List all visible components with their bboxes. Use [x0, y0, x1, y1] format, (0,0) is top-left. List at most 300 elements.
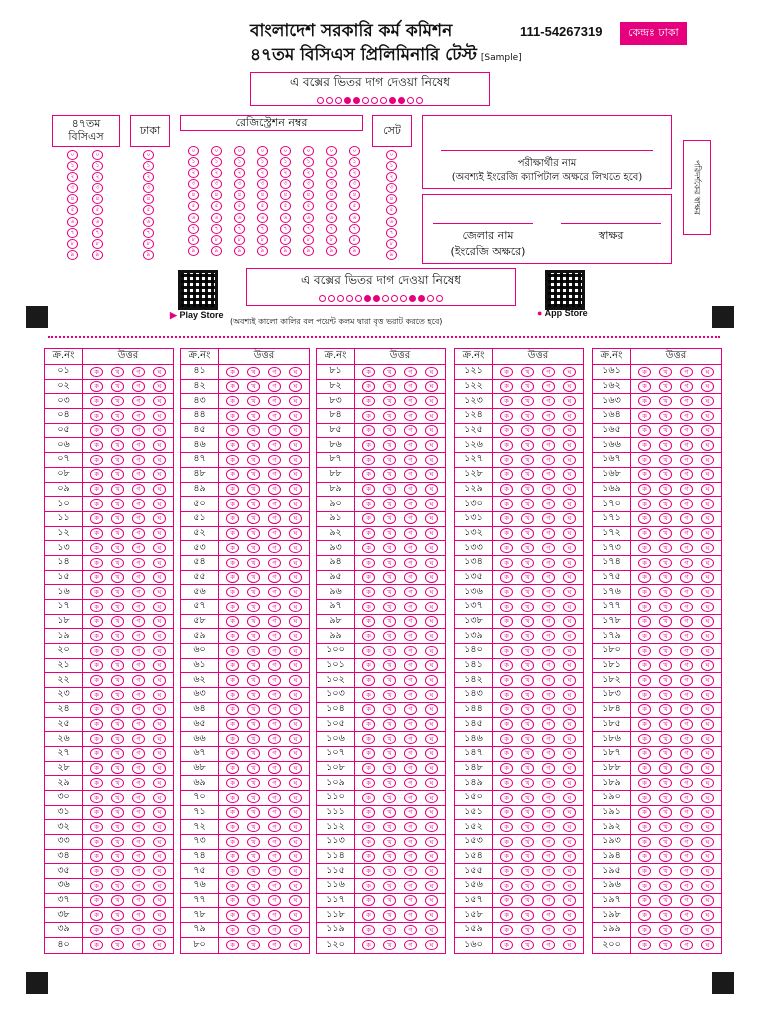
option-bubble[interactable]: খ — [111, 381, 124, 392]
option-bubble[interactable]: খ — [659, 528, 672, 539]
option-bubble[interactable]: ঘ — [563, 484, 576, 495]
option-bubble[interactable]: গ — [404, 381, 417, 392]
id-digit-bubble[interactable]: ৯ — [257, 246, 268, 256]
option-bubble[interactable]: ঘ — [289, 763, 302, 774]
id-digit-bubble[interactable]: ৭ — [67, 228, 78, 238]
option-bubble[interactable]: খ — [111, 455, 124, 466]
option-bubble[interactable]: ঘ — [153, 513, 166, 524]
option-bubble[interactable]: ঘ — [425, 381, 438, 392]
option-bubble[interactable]: ক — [638, 440, 651, 451]
option-bubble[interactable]: গ — [680, 734, 693, 745]
option-bubble[interactable]: গ — [680, 763, 693, 774]
option-bubble[interactable]: খ — [521, 748, 534, 759]
option-bubble[interactable]: ক — [90, 558, 103, 569]
option-bubble[interactable]: ক — [500, 866, 513, 877]
option-bubble[interactable]: ক — [500, 895, 513, 906]
option-bubble[interactable]: ঘ — [701, 528, 714, 539]
id-digit-column[interactable] — [143, 150, 154, 261]
option-bubble[interactable]: খ — [247, 411, 260, 422]
option-bubble[interactable]: গ — [268, 572, 281, 583]
option-bubble[interactable]: খ — [111, 367, 124, 378]
option-bubble[interactable]: খ — [111, 675, 124, 686]
option-bubble[interactable]: ঘ — [153, 822, 166, 833]
option-bubble[interactable]: গ — [542, 528, 555, 539]
id-digit-bubble[interactable]: ১ — [234, 157, 245, 167]
option-bubble[interactable]: ঘ — [701, 572, 714, 583]
option-bubble[interactable]: ঘ — [425, 866, 438, 877]
option-bubble[interactable]: ক — [638, 543, 651, 554]
option-bubble[interactable]: ঘ — [425, 690, 438, 701]
option-bubble[interactable]: ঘ — [289, 367, 302, 378]
option-bubble[interactable]: ক — [638, 763, 651, 774]
option-bubble[interactable]: ক — [500, 558, 513, 569]
id-digit-bubble[interactable]: ১ — [67, 161, 78, 171]
id-digit-bubble[interactable]: ২ — [280, 168, 291, 178]
option-bubble[interactable]: গ — [404, 851, 417, 862]
option-bubble[interactable]: গ — [132, 513, 145, 524]
id-digit-bubble[interactable]: ২ — [143, 172, 154, 182]
id-digit-column[interactable] — [67, 150, 78, 261]
option-bubble[interactable]: খ — [383, 440, 396, 451]
option-bubble[interactable]: খ — [111, 484, 124, 495]
id-digit-bubble[interactable]: ৩ — [67, 183, 78, 193]
district-signature-box[interactable] — [422, 194, 672, 264]
option-bubble[interactable]: ক — [500, 367, 513, 378]
option-bubble[interactable]: গ — [132, 602, 145, 613]
option-bubble[interactable]: ঘ — [425, 572, 438, 583]
option-bubble[interactable]: গ — [404, 866, 417, 877]
option-bubble[interactable]: গ — [404, 748, 417, 759]
option-bubble[interactable]: খ — [521, 881, 534, 892]
option-bubble[interactable]: ঘ — [563, 646, 576, 657]
option-bubble[interactable]: খ — [659, 763, 672, 774]
option-bubble[interactable]: ঘ — [425, 646, 438, 657]
option-bubble[interactable]: ক — [90, 660, 103, 671]
option-bubble[interactable]: ক — [226, 499, 239, 510]
option-bubble[interactable]: গ — [268, 910, 281, 921]
option-bubble[interactable]: ক — [500, 455, 513, 466]
option-bubble[interactable]: ঘ — [425, 528, 438, 539]
option-bubble[interactable]: ঘ — [701, 851, 714, 862]
option-bubble[interactable]: ক — [362, 719, 375, 730]
option-bubble[interactable]: ক — [638, 616, 651, 627]
option-bubble[interactable]: গ — [542, 837, 555, 848]
option-bubble[interactable]: ঘ — [153, 381, 166, 392]
option-bubble[interactable]: খ — [247, 822, 260, 833]
option-bubble[interactable]: গ — [680, 646, 693, 657]
option-bubble[interactable]: ক — [638, 381, 651, 392]
option-bubble[interactable]: ঘ — [289, 499, 302, 510]
option-bubble[interactable]: ঘ — [563, 513, 576, 524]
id-digit-bubble[interactable]: ৯ — [326, 246, 337, 256]
option-bubble[interactable]: ক — [90, 778, 103, 789]
id-digit-column[interactable] — [280, 146, 291, 257]
option-bubble[interactable]: গ — [404, 631, 417, 642]
option-bubble[interactable]: খ — [383, 778, 396, 789]
option-bubble[interactable]: গ — [268, 440, 281, 451]
option-bubble[interactable]: ক — [362, 499, 375, 510]
option-bubble[interactable]: ক — [500, 690, 513, 701]
option-bubble[interactable]: ক — [362, 455, 375, 466]
option-bubble[interactable]: ক — [226, 763, 239, 774]
option-bubble[interactable]: গ — [542, 572, 555, 583]
option-bubble[interactable]: ঘ — [701, 587, 714, 598]
option-bubble[interactable]: ক — [226, 631, 239, 642]
option-bubble[interactable]: ক — [90, 616, 103, 627]
option-bubble[interactable]: ক — [362, 543, 375, 554]
option-bubble[interactable]: ঘ — [563, 528, 576, 539]
option-bubble[interactable]: ঘ — [153, 602, 166, 613]
option-bubble[interactable]: ক — [90, 719, 103, 730]
option-bubble[interactable]: ঘ — [563, 675, 576, 686]
option-bubble[interactable]: ঘ — [153, 411, 166, 422]
option-bubble[interactable]: খ — [111, 719, 124, 730]
option-bubble[interactable]: ক — [226, 528, 239, 539]
option-bubble[interactable]: গ — [132, 484, 145, 495]
option-bubble[interactable]: ঘ — [563, 631, 576, 642]
option-bubble[interactable]: খ — [521, 381, 534, 392]
option-bubble[interactable]: খ — [521, 719, 534, 730]
option-bubble[interactable]: ক — [500, 822, 513, 833]
option-bubble[interactable]: ক — [226, 719, 239, 730]
option-bubble[interactable]: গ — [404, 558, 417, 569]
id-digit-bubble[interactable]: ৬ — [326, 213, 337, 223]
option-bubble[interactable]: খ — [111, 572, 124, 583]
id-digit-bubble[interactable]: ৫ — [257, 201, 268, 211]
id-digit-bubble[interactable]: ৩ — [303, 179, 314, 189]
id-digit-bubble[interactable]: ৯ — [92, 250, 103, 260]
option-bubble[interactable]: ক — [90, 367, 103, 378]
option-bubble[interactable]: গ — [404, 411, 417, 422]
option-bubble[interactable]: ঘ — [563, 499, 576, 510]
option-bubble[interactable]: ক — [90, 704, 103, 715]
option-bubble[interactable]: গ — [680, 631, 693, 642]
option-bubble[interactable]: খ — [659, 690, 672, 701]
option-bubble[interactable]: খ — [521, 763, 534, 774]
option-bubble[interactable]: ক — [638, 793, 651, 804]
id-digit-column[interactable] — [326, 146, 337, 257]
option-bubble[interactable]: খ — [247, 660, 260, 671]
option-bubble[interactable]: ঘ — [153, 440, 166, 451]
option-bubble[interactable]: খ — [659, 851, 672, 862]
option-bubble[interactable]: ক — [362, 763, 375, 774]
option-bubble[interactable]: ঘ — [153, 660, 166, 671]
option-bubble[interactable]: ক — [638, 499, 651, 510]
option-bubble[interactable]: ক — [362, 381, 375, 392]
option-bubble[interactable]: ক — [362, 837, 375, 848]
option-bubble[interactable]: ক — [362, 411, 375, 422]
option-bubble[interactable]: খ — [383, 793, 396, 804]
option-bubble[interactable]: গ — [680, 616, 693, 627]
option-bubble[interactable]: খ — [383, 484, 396, 495]
option-bubble[interactable]: ঘ — [563, 396, 576, 407]
option-bubble[interactable]: খ — [383, 396, 396, 407]
option-bubble[interactable]: ক — [362, 748, 375, 759]
option-bubble[interactable]: খ — [383, 851, 396, 862]
option-bubble[interactable]: ক — [90, 925, 103, 936]
option-bubble[interactable]: খ — [383, 734, 396, 745]
option-bubble[interactable]: গ — [268, 793, 281, 804]
option-bubble[interactable]: গ — [542, 851, 555, 862]
option-bubble[interactable]: ঘ — [289, 572, 302, 583]
option-bubble[interactable]: ক — [500, 543, 513, 554]
option-bubble[interactable]: গ — [542, 763, 555, 774]
option-bubble[interactable]: ঘ — [153, 895, 166, 906]
option-bubble[interactable]: খ — [521, 499, 534, 510]
option-bubble[interactable]: ক — [226, 866, 239, 877]
option-bubble[interactable]: গ — [404, 484, 417, 495]
option-bubble[interactable]: গ — [268, 411, 281, 422]
option-bubble[interactable]: খ — [659, 793, 672, 804]
option-bubble[interactable]: ক — [638, 910, 651, 921]
option-bubble[interactable]: খ — [659, 558, 672, 569]
option-bubble[interactable]: ক — [90, 469, 103, 480]
id-digit-bubble[interactable]: ৪ — [303, 190, 314, 200]
option-bubble[interactable]: ঘ — [289, 940, 302, 951]
option-bubble[interactable]: খ — [659, 822, 672, 833]
option-bubble[interactable]: ক — [90, 484, 103, 495]
option-bubble[interactable]: খ — [111, 587, 124, 598]
option-bubble[interactable]: খ — [521, 513, 534, 524]
option-bubble[interactable]: ক — [90, 513, 103, 524]
option-bubble[interactable]: খ — [247, 543, 260, 554]
id-digit-column[interactable] — [303, 146, 314, 257]
option-bubble[interactable]: খ — [521, 367, 534, 378]
option-bubble[interactable]: খ — [111, 499, 124, 510]
option-bubble[interactable]: ক — [362, 425, 375, 436]
option-bubble[interactable]: ঘ — [289, 381, 302, 392]
option-bubble[interactable]: ঘ — [563, 440, 576, 451]
option-bubble[interactable]: ক — [90, 822, 103, 833]
option-bubble[interactable]: গ — [268, 381, 281, 392]
option-bubble[interactable]: ক — [638, 528, 651, 539]
option-bubble[interactable]: গ — [680, 793, 693, 804]
option-bubble[interactable]: ক — [638, 837, 651, 848]
id-digit-bubble[interactable]: ৭ — [92, 228, 103, 238]
option-bubble[interactable]: গ — [404, 528, 417, 539]
option-bubble[interactable]: ঘ — [289, 528, 302, 539]
option-bubble[interactable]: খ — [659, 572, 672, 583]
id-digit-bubble[interactable]: ৮ — [92, 239, 103, 249]
option-bubble[interactable]: গ — [132, 940, 145, 951]
option-bubble[interactable]: ক — [226, 660, 239, 671]
option-bubble[interactable]: ক — [638, 425, 651, 436]
option-bubble[interactable]: খ — [247, 469, 260, 480]
option-bubble[interactable]: খ — [659, 543, 672, 554]
id-digit-bubble[interactable]: ৬ — [188, 213, 199, 223]
id-digit-bubble[interactable]: ৪ — [211, 190, 222, 200]
option-bubble[interactable]: গ — [268, 895, 281, 906]
option-bubble[interactable]: ক — [90, 631, 103, 642]
id-digit-bubble[interactable]: ১ — [188, 157, 199, 167]
id-digit-bubble[interactable]: ২ — [234, 168, 245, 178]
option-bubble[interactable]: ঘ — [425, 778, 438, 789]
option-bubble[interactable]: ক — [226, 675, 239, 686]
option-bubble[interactable]: খ — [247, 910, 260, 921]
id-digit-bubble[interactable]: ৪ — [326, 190, 337, 200]
option-bubble[interactable]: খ — [521, 837, 534, 848]
id-digit-bubble[interactable]: ০ — [349, 146, 360, 156]
option-bubble[interactable]: ঘ — [153, 866, 166, 877]
option-bubble[interactable]: গ — [132, 646, 145, 657]
option-bubble[interactable]: গ — [268, 602, 281, 613]
option-bubble[interactable]: গ — [680, 807, 693, 818]
option-bubble[interactable]: গ — [542, 411, 555, 422]
option-bubble[interactable]: ক — [226, 440, 239, 451]
option-bubble[interactable]: ঘ — [701, 763, 714, 774]
option-bubble[interactable]: ঘ — [153, 484, 166, 495]
option-bubble[interactable]: খ — [111, 778, 124, 789]
option-bubble[interactable]: ঘ — [425, 748, 438, 759]
option-bubble[interactable]: ক — [226, 690, 239, 701]
option-bubble[interactable]: খ — [383, 528, 396, 539]
id-digit-bubble[interactable]: ৭ — [143, 228, 154, 238]
option-bubble[interactable]: ক — [638, 719, 651, 730]
option-bubble[interactable]: ঘ — [289, 660, 302, 671]
option-bubble[interactable]: খ — [383, 513, 396, 524]
id-digit-bubble[interactable]: ৬ — [234, 213, 245, 223]
option-bubble[interactable]: ঘ — [563, 837, 576, 848]
id-digit-bubble[interactable]: ১ — [257, 157, 268, 167]
option-bubble[interactable]: ঘ — [153, 807, 166, 818]
option-bubble[interactable]: খ — [383, 425, 396, 436]
id-digit-bubble[interactable]: ৭ — [257, 224, 268, 234]
id-digit-bubble[interactable]: ০ — [143, 150, 154, 160]
option-bubble[interactable]: গ — [404, 763, 417, 774]
option-bubble[interactable]: গ — [268, 822, 281, 833]
option-bubble[interactable]: খ — [383, 910, 396, 921]
option-bubble[interactable]: গ — [680, 925, 693, 936]
option-bubble[interactable]: খ — [521, 778, 534, 789]
option-bubble[interactable]: ঘ — [153, 675, 166, 686]
invigilator-signature-box[interactable] — [683, 140, 711, 235]
id-digit-bubble[interactable]: ৫ — [143, 205, 154, 215]
option-bubble[interactable]: ঘ — [289, 866, 302, 877]
option-bubble[interactable]: ক — [500, 646, 513, 657]
option-bubble[interactable]: ঘ — [563, 866, 576, 877]
option-bubble[interactable]: গ — [268, 631, 281, 642]
option-bubble[interactable]: গ — [132, 631, 145, 642]
option-bubble[interactable]: গ — [404, 925, 417, 936]
option-bubble[interactable]: ঘ — [563, 895, 576, 906]
candidate-name-box[interactable] — [422, 115, 672, 189]
option-bubble[interactable]: খ — [111, 793, 124, 804]
option-bubble[interactable]: ঘ — [701, 925, 714, 936]
id-digit-bubble[interactable]: ৭ — [326, 224, 337, 234]
option-bubble[interactable]: ঘ — [289, 411, 302, 422]
option-bubble[interactable]: গ — [132, 543, 145, 554]
option-bubble[interactable]: খ — [111, 660, 124, 671]
id-digit-bubble[interactable]: ৯ — [280, 246, 291, 256]
option-bubble[interactable]: খ — [111, 940, 124, 951]
id-digit-column[interactable] — [349, 146, 360, 257]
option-bubble[interactable]: খ — [521, 469, 534, 480]
option-bubble[interactable]: গ — [268, 367, 281, 378]
option-bubble[interactable]: গ — [680, 440, 693, 451]
option-bubble[interactable]: গ — [404, 660, 417, 671]
option-bubble[interactable]: ক — [362, 484, 375, 495]
option-bubble[interactable]: ঘ — [701, 675, 714, 686]
option-bubble[interactable]: ক — [226, 587, 239, 598]
option-bubble[interactable]: গ — [132, 925, 145, 936]
option-bubble[interactable]: খ — [659, 866, 672, 877]
option-bubble[interactable]: খ — [247, 646, 260, 657]
id-digit-bubble[interactable]: ৮ — [280, 235, 291, 245]
id-digit-bubble[interactable]: ২ — [211, 168, 222, 178]
option-bubble[interactable]: গ — [404, 881, 417, 892]
option-bubble[interactable]: ঘ — [425, 396, 438, 407]
option-bubble[interactable]: খ — [383, 748, 396, 759]
option-bubble[interactable]: খ — [111, 910, 124, 921]
option-bubble[interactable]: ক — [500, 675, 513, 686]
option-bubble[interactable]: গ — [404, 778, 417, 789]
option-bubble[interactable]: ক — [90, 499, 103, 510]
option-bubble[interactable]: ক — [638, 866, 651, 877]
option-bubble[interactable]: ঘ — [425, 411, 438, 422]
option-bubble[interactable]: গ — [404, 807, 417, 818]
option-bubble[interactable]: ক — [638, 807, 651, 818]
option-bubble[interactable]: গ — [132, 734, 145, 745]
option-bubble[interactable]: খ — [247, 851, 260, 862]
option-bubble[interactable]: ঘ — [289, 925, 302, 936]
option-bubble[interactable]: গ — [680, 690, 693, 701]
option-bubble[interactable]: গ — [680, 558, 693, 569]
option-bubble[interactable]: খ — [247, 704, 260, 715]
option-bubble[interactable]: খ — [521, 440, 534, 451]
option-bubble[interactable]: ক — [90, 748, 103, 759]
option-bubble[interactable]: ক — [90, 793, 103, 804]
option-bubble[interactable]: ঘ — [153, 778, 166, 789]
option-bubble[interactable]: ঘ — [425, 807, 438, 818]
id-digit-bubble[interactable]: ৬ — [257, 213, 268, 223]
option-bubble[interactable]: ক — [362, 704, 375, 715]
id-digit-bubble[interactable]: ২ — [326, 168, 337, 178]
option-bubble[interactable]: খ — [383, 499, 396, 510]
option-bubble[interactable]: খ — [111, 543, 124, 554]
option-bubble[interactable]: গ — [542, 793, 555, 804]
option-bubble[interactable]: ঘ — [701, 646, 714, 657]
option-bubble[interactable]: ঘ — [563, 719, 576, 730]
option-bubble[interactable]: গ — [268, 660, 281, 671]
id-digit-bubble[interactable]: ৫ — [234, 201, 245, 211]
option-bubble[interactable]: খ — [521, 704, 534, 715]
id-digit-bubble[interactable]: ২ — [349, 168, 360, 178]
option-bubble[interactable]: ঘ — [289, 484, 302, 495]
option-bubble[interactable]: ক — [500, 484, 513, 495]
option-bubble[interactable]: খ — [383, 646, 396, 657]
option-bubble[interactable]: ক — [226, 558, 239, 569]
option-bubble[interactable]: খ — [111, 602, 124, 613]
option-bubble[interactable]: গ — [680, 675, 693, 686]
option-bubble[interactable]: ক — [90, 675, 103, 686]
option-bubble[interactable]: ঘ — [153, 367, 166, 378]
option-bubble[interactable]: গ — [132, 851, 145, 862]
option-bubble[interactable]: গ — [680, 513, 693, 524]
option-bubble[interactable]: গ — [542, 616, 555, 627]
option-bubble[interactable]: ঘ — [701, 778, 714, 789]
option-bubble[interactable]: খ — [659, 646, 672, 657]
option-bubble[interactable]: গ — [132, 425, 145, 436]
id-digit-bubble[interactable]: ৮ — [143, 239, 154, 249]
option-bubble[interactable]: গ — [268, 425, 281, 436]
option-bubble[interactable]: খ — [659, 675, 672, 686]
option-bubble[interactable]: গ — [404, 572, 417, 583]
option-bubble[interactable]: ঘ — [289, 396, 302, 407]
option-bubble[interactable]: ঘ — [425, 602, 438, 613]
option-bubble[interactable]: খ — [111, 895, 124, 906]
id-digit-column[interactable] — [257, 146, 268, 257]
option-bubble[interactable]: ঘ — [563, 425, 576, 436]
